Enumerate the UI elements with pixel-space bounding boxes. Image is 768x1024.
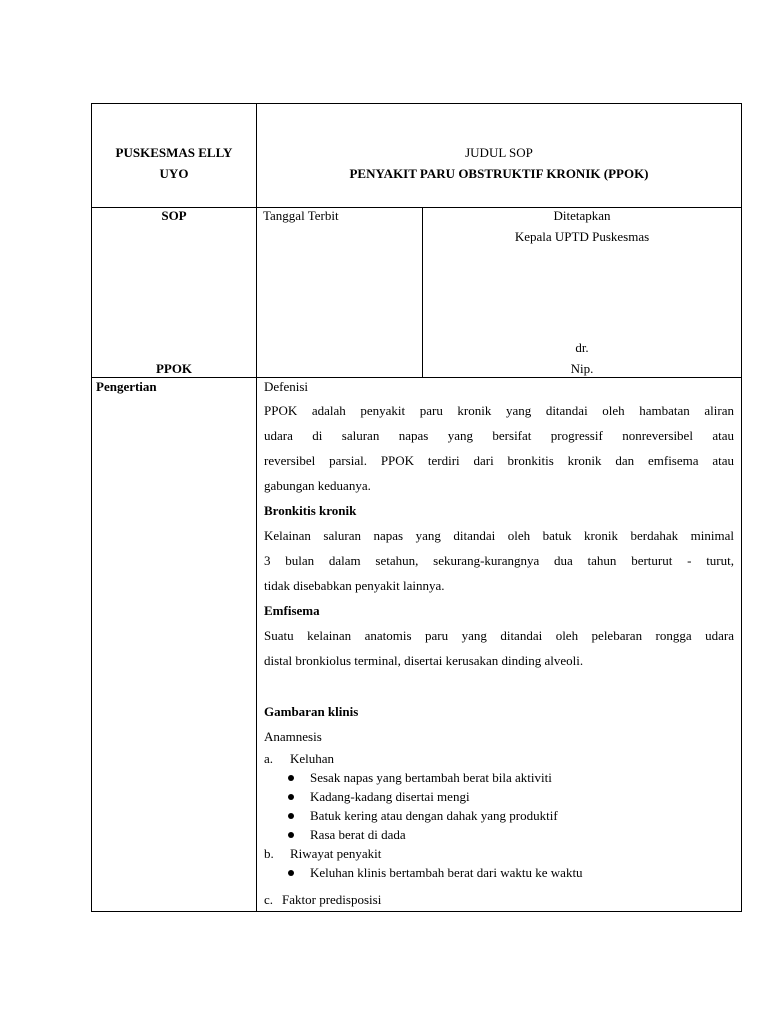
bronkitis-definition-line: Kelainan saluran napas yang ditandai oleh batuk kronik berdahak minimal (264, 528, 734, 543)
faktor-item (264, 890, 734, 909)
label-column-divider (256, 103, 257, 912)
bullet-icon (288, 794, 294, 800)
list-item (264, 768, 734, 787)
keluhan-bullet-text: Sesak napas yang bertambah berat bila aktiviti (310, 770, 552, 785)
bullet-icon (288, 832, 294, 838)
keluhan-item (264, 749, 734, 768)
organization-name-line1: PUSKESMAS ELLY (115, 145, 233, 160)
spacer (264, 673, 734, 699)
bronkitis-definition-line: 3 bulan dalam setahun, sekurang-kurangnya dua tahun berturut - turut, (264, 553, 734, 568)
keluhan-bullet-text: Rasa berat di dada (310, 827, 406, 842)
gambaran-klinis-heading: Gambaran klinis (264, 704, 359, 719)
approved-label: Ditetapkan (553, 208, 611, 223)
emfisema-definition-line: Suatu kelainan anatomis paru yang ditandai oleh pelebaran rongga udara (264, 628, 734, 643)
section-label-pengertian: Pengertian (96, 379, 157, 394)
sop-title-block (257, 142, 741, 184)
table-right-border (741, 103, 742, 912)
ppok-definition-line: gabungan keduanya. (264, 478, 371, 493)
table-bottom-border (91, 911, 742, 912)
bullet-icon (288, 870, 294, 876)
table-top-border (91, 103, 742, 104)
keluhan-bullet-text: Kadang-kadang disertai mengi (310, 789, 470, 804)
pengertian-content (264, 378, 734, 909)
organization-name-line2: UYO (159, 166, 189, 181)
list-marker: a. (264, 751, 274, 766)
approval-block (423, 205, 741, 247)
bronkitis-heading: Bronkitis kronik (264, 503, 357, 518)
riwayat-item (264, 844, 734, 863)
definisi-heading: Defenisi (264, 379, 309, 394)
keluhan-label: Keluhan (290, 751, 335, 766)
list-item (264, 806, 734, 825)
emfisema-heading: Emfisema (264, 603, 320, 618)
ppok-label: PPOK (155, 361, 193, 376)
sop-label: SOP (161, 208, 187, 223)
keluhan-bullet-text: Batuk kering atau dengan dahak yang produktif (310, 808, 558, 823)
nip-label: Nip. (570, 361, 594, 376)
bronkitis-definition-line: tidak disebabkan penyakit lainnya. (264, 578, 445, 593)
list-item (264, 863, 734, 882)
bullet-icon (288, 813, 294, 819)
sop-title-label: JUDUL SOP (465, 145, 533, 160)
list-item (264, 825, 734, 844)
issue-date-label: Tanggal Terbit (263, 208, 339, 223)
bullet-icon (288, 775, 294, 781)
list-marker: c. (264, 892, 274, 907)
ppok-definition-line: reversibel parsial. PPOK terdiri dari bronkitis kronik dan emfisema atau (264, 453, 734, 468)
approved-by: Kepala UPTD Puskesmas (514, 229, 650, 244)
riwayat-label: Riwayat penyakit (290, 846, 382, 861)
ppok-definition-line: PPOK adalah penyakit paru kronik yang ditandai oleh hambatan aliran (264, 403, 734, 418)
organization-name (92, 142, 256, 184)
anamnesis-label: Anamnesis (264, 729, 322, 744)
ppok-definition-line: udara di saluran napas yang bersifat progressif nonreversibel atau (264, 428, 734, 443)
list-marker: b. (264, 846, 274, 861)
faktor-label: Faktor predisposisi (282, 892, 382, 907)
list-item (264, 787, 734, 806)
emfisema-definition-line: distal bronkiolus terminal, disertai kerusakan dinding alveoli. (264, 653, 584, 668)
doctor-prefix: dr. (575, 340, 589, 355)
sop-title-main: PENYAKIT PARU OBSTRUKTIF KRONIK (PPOK) (349, 166, 649, 181)
riwayat-bullet-text: Keluhan klinis bertambah berat dari waktu ke waktu (310, 865, 583, 880)
spacer (264, 882, 734, 890)
